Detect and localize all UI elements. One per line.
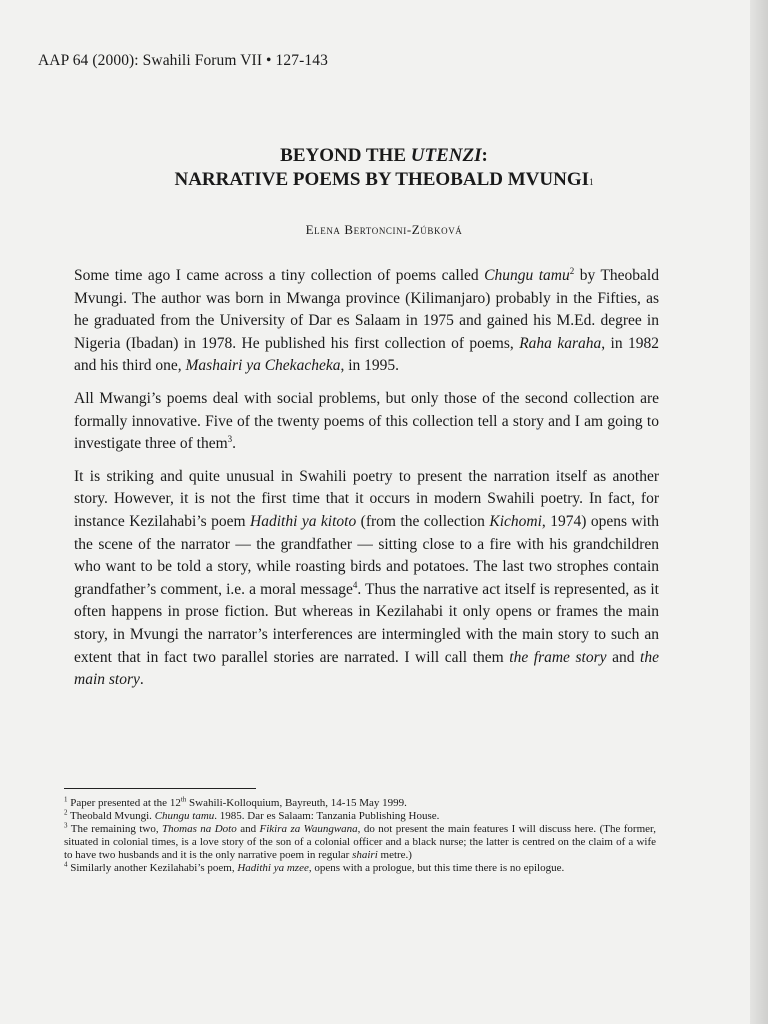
journal-citation: AAP 64 (2000): Swahili Forum VII • 127-143 xyxy=(38,52,328,69)
article-title xyxy=(0,144,768,192)
paragraph-3: It is striking and quite unusual in Swahili poetry to present the narration itself as another story. However, it is not the first time that it occurs in modern Swahili poetry. In fact, for instance Kezilahabi’s poem Hadithi ya kitoto (from the collection Kichomi, 1974) opens with the scene of the narrator — the grandfather — sitting close to a fire with his grandchildren who want to be told a story, while roasting birds and potatoes. The last two strophes contain grandfather’s comment, i.e. a moral message$^4$. Thus the narrative act itself is represented, as it often happens in prose fiction. But whereas in Kezilahabi it only opens or frames the main story, in Mvungi the narrator’s interferences are intermingled with the main story to such an extent that in fact two parallel stories are narrated. I will call them the frame story and the main story. xyxy=(74,467,659,689)
footnote-ref-2: 2 xyxy=(569,265,575,276)
title-line-2: NARRATIVE POEMS BY THEOBALD MVUNGI$^1$ xyxy=(174,169,594,190)
footnote-divider xyxy=(64,788,256,789)
footnote-2: $^2$ Theobald Mvungi. Chungu tamu. 1985. Dar es Salaam: Tanzania Publishing House. xyxy=(64,808,440,822)
footnote-ref-3: 3 xyxy=(227,434,233,444)
paragraph-1: Some time ago I came across a tiny collection of poems called Chungu tamu$^2$ by Theobald Mvungi. The author was born in Mwanga province (Kilimanjaro) probably in the Fifties, as he graduated from the University of Dar es Salaam in 1975 and gained his M.Ed. degree in Nigeria (Ibadan) in 1978. He published his first collection of poems, Raha karaha, in 1982 and his third one, Mashairi ya Chekacheka, in 1995. xyxy=(74,265,659,375)
footnote-ref-4: 4 xyxy=(352,579,358,590)
footnote-4: $^4$ Similarly another Kezilahabi’s poem, Hadithi ya mzee, opens with a prologue, but this time there is no epilogue. xyxy=(64,860,565,874)
footnote-3: $^3$ The remaining two, Thomas na Doto and Fikira za Waungwana, do not present the main features I will discuss here. (The former, situated in colonial times, is a love story of the son of a colonial officer and a black nurse; the latter is centred on the claim of a wife to have two husbands and it is the only narrative poem in regular shairi metre.) xyxy=(64,821,657,861)
article-body xyxy=(74,265,659,702)
author-name: Elena Bertoncini-Zúbková xyxy=(305,222,463,237)
footnote-1: $^1$ Paper presented at the 12th Swahili-Kolloquium, Bayreuth, 14-15 May 1999. xyxy=(64,795,407,809)
title-line-1: BEYOND THE UTENZI: xyxy=(280,145,488,166)
paragraph-2: All Mwangi’s poems deal with social problems, but only those of the second collection are formally innovative. Five of the twenty poems of this collection tell a story and I am going to investigate three of them$^3$. xyxy=(74,389,659,453)
title-footnote-mark: 1 xyxy=(589,177,594,187)
footnotes xyxy=(64,797,656,875)
